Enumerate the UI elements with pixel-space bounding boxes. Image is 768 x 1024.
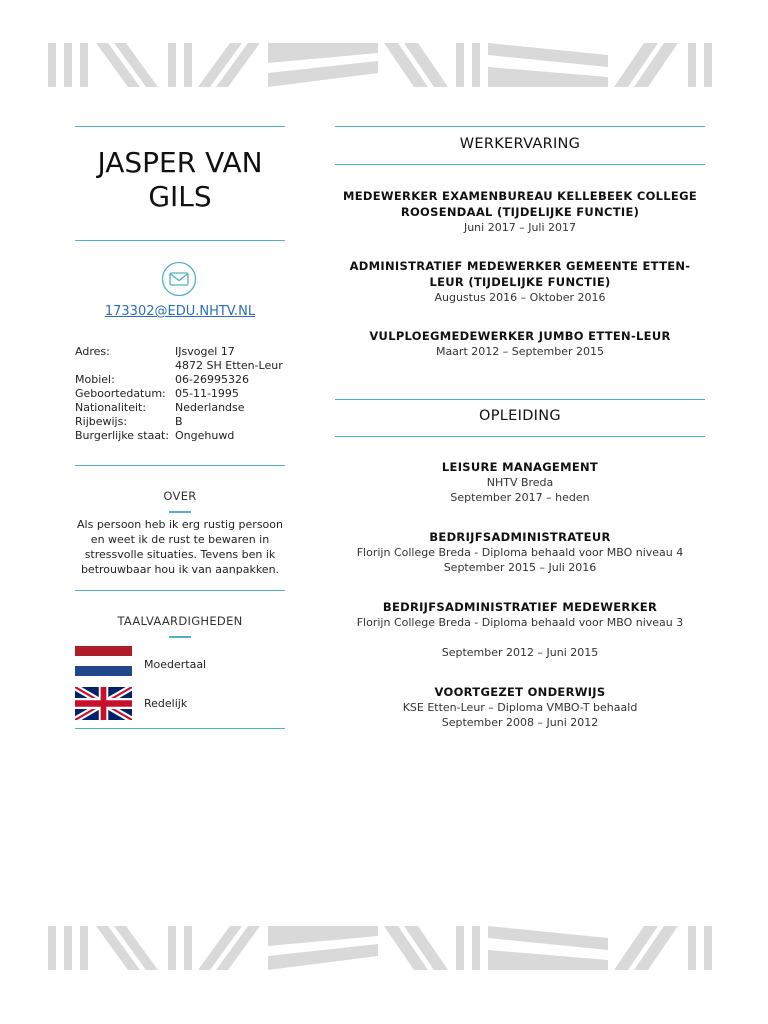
info-label: Rijbewijs:: [75, 415, 128, 428]
languages-heading: TAALVAARDIGHEDEN: [117, 614, 243, 628]
education-item: [335, 529, 705, 575]
education-detail: Florijn College Breda - Diploma behaald voor MBO niveau 3: [356, 616, 684, 629]
envelope-icon: [161, 261, 197, 297]
work-title: LEUR (TIJDELIJKE FUNCTIE): [429, 275, 611, 289]
info-label: [75, 359, 175, 373]
education-spacer: [335, 630, 705, 645]
over-text: [75, 517, 285, 577]
education-item: [335, 599, 705, 660]
netherlands-flag-icon: [75, 646, 132, 676]
decorative-stripe-band-bottom: [48, 926, 720, 970]
info-row: [75, 359, 285, 373]
over-line: en weet ik de rust te bewaren in: [90, 533, 270, 546]
divider: [335, 399, 705, 400]
education-period: September 2012 – Juni 2015: [441, 646, 599, 659]
work-period: Juni 2017 – Juli 2017: [463, 221, 577, 234]
work-title: ADMINISTRATIEF MEDEWERKER GEMEENTE ETTEN-: [349, 259, 691, 273]
werkervaring-heading: WERKERVARING: [459, 136, 581, 152]
education-period: September 2008 – Juni 2012: [441, 716, 599, 729]
info-row: [75, 373, 285, 387]
personal-info: [75, 345, 285, 443]
language-level-dutch: Moedertaal: [144, 658, 207, 671]
education-item: [335, 684, 705, 730]
info-value: 06-26995326: [175, 373, 249, 386]
education-detail: Florijn College Breda - Diploma behaald voor MBO niveau 4: [356, 546, 684, 559]
heading-accent: [169, 511, 191, 513]
info-value: 05-11-1995: [175, 387, 239, 400]
education-detail: KSE Etten-Leur – Diploma VMBO-T behaald: [402, 701, 638, 714]
info-value: Ongehuwd: [175, 429, 235, 442]
education-title: BEDRIJFSADMINISTRATIEF MEDEWERKER: [382, 600, 658, 614]
education-period: September 2015 – Juli 2016: [443, 561, 597, 574]
info-value: 4872 SH Etten-Leur: [175, 359, 283, 372]
candidate-name: JASPER VAN GILS: [97, 146, 263, 213]
divider: [75, 126, 285, 127]
opleiding-heading: OPLEIDING: [479, 408, 561, 424]
work-title: MEDEWERKER EXAMENBUREAU KELLEBEEK COLLEGE: [343, 189, 697, 203]
work-item: [335, 188, 705, 235]
divider: [335, 436, 705, 437]
education-title: LEISURE MANAGEMENT: [441, 460, 599, 474]
education-title: VOORTGEZET ONDERWIJS: [434, 685, 606, 699]
work-period: Maart 2012 – September 2015: [435, 345, 605, 358]
over-line: betrouwbaar hou ik van aanpakken.: [80, 563, 280, 576]
work-title: ROOSENDAAL (TIJDELIJKE FUNCTIE): [400, 205, 640, 219]
divider: [75, 465, 285, 466]
work-title: VULPLOEGMEDEWERKER JUMBO ETTEN-LEUR: [369, 329, 671, 343]
uk-flag-icon: [75, 687, 132, 720]
info-row: [75, 345, 285, 359]
divider: [75, 240, 285, 241]
education-period: September 2017 – heden: [450, 491, 590, 504]
info-row: [75, 415, 285, 429]
info-value: IJsvogel 17: [175, 345, 235, 358]
divider: [75, 590, 285, 591]
divider: [75, 728, 285, 729]
email-link[interactable]: 173302@EDU.NHTV.NL: [104, 304, 256, 319]
work-period: Augustus 2016 – Oktober 2016: [434, 291, 606, 304]
info-value: B: [175, 415, 183, 428]
info-label: Burgerlijke staat:: [75, 429, 170, 442]
education-title: BEDRIJFSADMINISTRATEUR: [429, 530, 611, 544]
info-label: Geboortedatum:: [75, 387, 166, 400]
info-row: [75, 401, 285, 415]
info-label: Nationaliteit:: [75, 401, 147, 414]
work-item: [335, 328, 705, 359]
work-item: [335, 258, 705, 305]
over-line: stressvolle situaties. Tevens ben ik: [84, 548, 276, 561]
education-detail: NHTV Breda: [486, 476, 554, 489]
info-value: Nederlandse: [175, 401, 245, 414]
divider: [335, 126, 705, 127]
info-label: Mobiel:: [75, 373, 115, 386]
info-row: [75, 387, 285, 401]
education-item: [335, 459, 705, 505]
info-row: [75, 429, 285, 443]
decorative-stripe-band-top: [48, 43, 720, 87]
over-line: Als persoon heb ik erg rustig persoon: [77, 518, 283, 531]
heading-accent: [169, 636, 191, 638]
language-level-english: Redelijk: [144, 697, 188, 710]
over-heading: OVER: [163, 489, 197, 503]
divider: [335, 164, 705, 165]
info-label: Adres:: [75, 345, 110, 358]
